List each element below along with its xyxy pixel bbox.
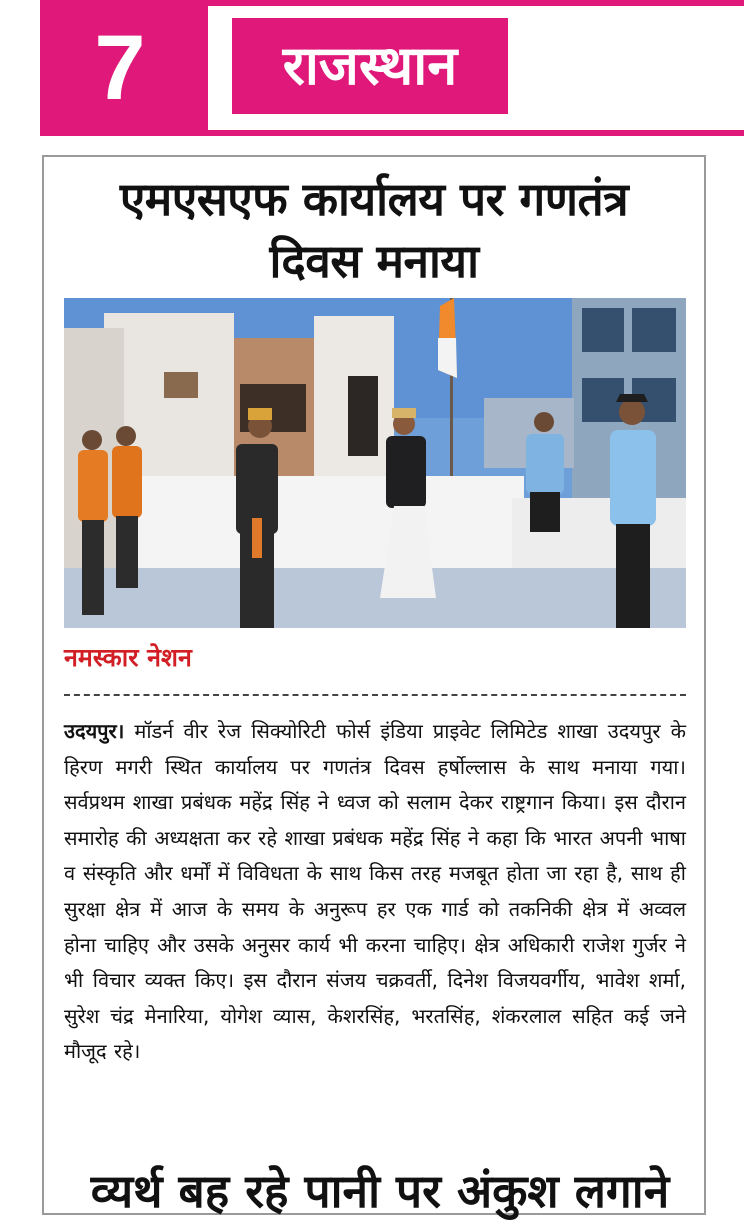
dashed-divider	[64, 694, 686, 696]
section-label-box	[232, 18, 508, 114]
guard-left-1	[78, 430, 108, 615]
photo-illustration	[64, 298, 686, 628]
page-number: 7	[94, 17, 146, 119]
headline-line-2: दिवस मनाया	[269, 234, 479, 288]
dateline: उदयपुर।	[64, 719, 125, 743]
section-title: राजस्थान	[282, 34, 458, 97]
article-body	[64, 714, 686, 1070]
article-photo	[64, 298, 686, 628]
headline-line-1: एमएसएफ कार्यालय पर गणतंत्र	[119, 172, 629, 226]
guard-left-2	[112, 426, 142, 588]
next-article-headline: व्यर्थ बह रहे पानी पर अंकुश लगाने	[90, 1164, 670, 1218]
article-body-text: मॉडर्न वीर रेज सिक्योरिटी फोर्स इंडिया प्राइवेट लिमिटेड शाखा उदयपुर के हिरण मगरी स्थित कार्यालय पर गणतंत्र दिवस हर्षोल्लास के साथ मनाया गया। सर्वप्रथम शाखा प्रबंधक महेंद्र सिंह ने ध्वज को सलाम देकर राष्ट्रगान किया। इस दौरान समारोह की अध्यक्षता कर रहे शाखा प्रबंधक महेंद्र सिंह ने कहा कि भारत अपनी भाषा व संस्कृति और धर्मों में विविधता के साथ किस तरह मजबूत होता जा रहा है, साथ ही सुरक्षा क्षेत्र में आज के समय के अनुरूप हर एक गार्ड को तकनिकी क्षेत्र में अव्वल होना चाहिए और उसके अनुसर कार्य भी करना चाहिए। क्षेत्र अधिकारी राजेश गुर्जर ने भी विचार व्यक्त किए। इस दौरान संजय चक्रवर्ती, दिनेश विजयवर्गीय, भावेश शर्मा, सुरेश चंद्र मेनारिया, योगेश व्यास, केशरसिंह, भरतसिंह, शंकरलाल सहित कई जने मौजूद रहे।	[64, 719, 686, 1064]
article-headline	[62, 168, 686, 292]
byline: नमस्कार नेशन	[64, 643, 192, 672]
